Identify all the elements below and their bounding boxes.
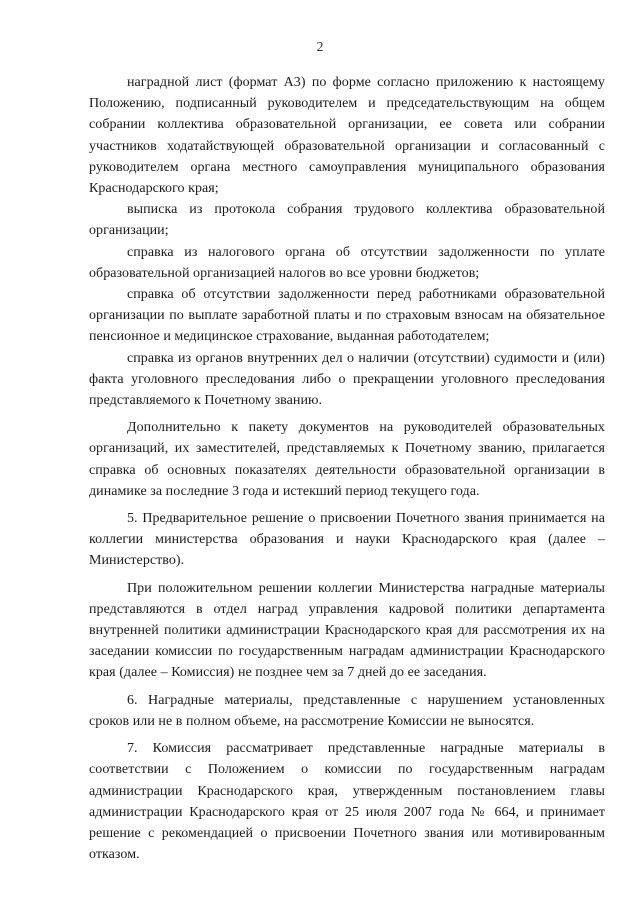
page-number: 2 bbox=[316, 40, 324, 55]
paragraph-positive-decision: При положительном решении коллегии Министерства наградные материалы представляются в отдел наград управления кадровой политики департамента внутренней политики администрации Краснодарского края для рассмотрения их на заседании комиссии по государственным наградам администрации Краснодарского края (далее – Комиссия) не позднее чем за 7 дней до ее заседания. bbox=[89, 580, 605, 681]
paragraph-award-sheet: наградной лист (формат А3) по форме согласно приложению к настоящему Положению, подписанный руководителем и председательствующим на общем собрании коллектива образовательной организации, ее совета или собрании участников ходатайствующей образовательной организации и согласованный с руководителем органа местного самоуправления муниципального образования Краснодарского края; bbox=[89, 75, 605, 197]
paragraph-item-5: 5. Предварительное решение о присвоении Почетного звания принимается на коллегии министерства образования и науки Краснодарского края (далее – Министерство). bbox=[89, 511, 605, 569]
paragraph-criminal-record-certificate: справка из органов внутренних дел о наличии (отсутствии) судимости и (или) факта уголовного преследования либо о прекращении уголовного преследования представляемого к Почетному званию. bbox=[89, 350, 605, 409]
paragraph-item-7: 7. Комиссия рассматривает представленные наградные материалы в соответствии с Положением о комиссии по государственным наградам администрации Краснодарского края, утвержденным постановлением главы администрации Краснодарского края от 25 июля 2007 года № 664, и принимает решение с рекомендацией о присвоении Почетного звания или мотивированным отказом. bbox=[89, 741, 605, 863]
paragraph-additional-documents: Дополнительно к пакету документов на руководителей образовательных организаций, их заместителей, представляемых к Почетному званию, прилагается справка об основных показателях деятельности образовательной организации в динамике за последние 3 года и истекший период текущего года. bbox=[89, 420, 605, 499]
paragraph-tax-certificate: справка из налогового органа об отсутствии задолженности по уплате образовательной организацией налогов во все уровни бюджетов; bbox=[89, 244, 605, 281]
paragraph-wage-certificate: справка об отсутствии задолженности перед работниками образовательной организации по выплате заработной платы и по страховым взносам на обязательное пенсионное и медицинское страхование, выданная работодателем; bbox=[89, 287, 605, 345]
paragraph-meeting-extract: выписка из протокола собрания трудового коллектива образовательной организации; bbox=[89, 202, 605, 239]
paragraph-item-6: 6. Наградные материалы, представленные с нарушением установленных сроков или не в полном объеме, на рассмотрение Комиссии не выносятся. bbox=[89, 692, 605, 729]
document-body bbox=[89, 72, 605, 865]
